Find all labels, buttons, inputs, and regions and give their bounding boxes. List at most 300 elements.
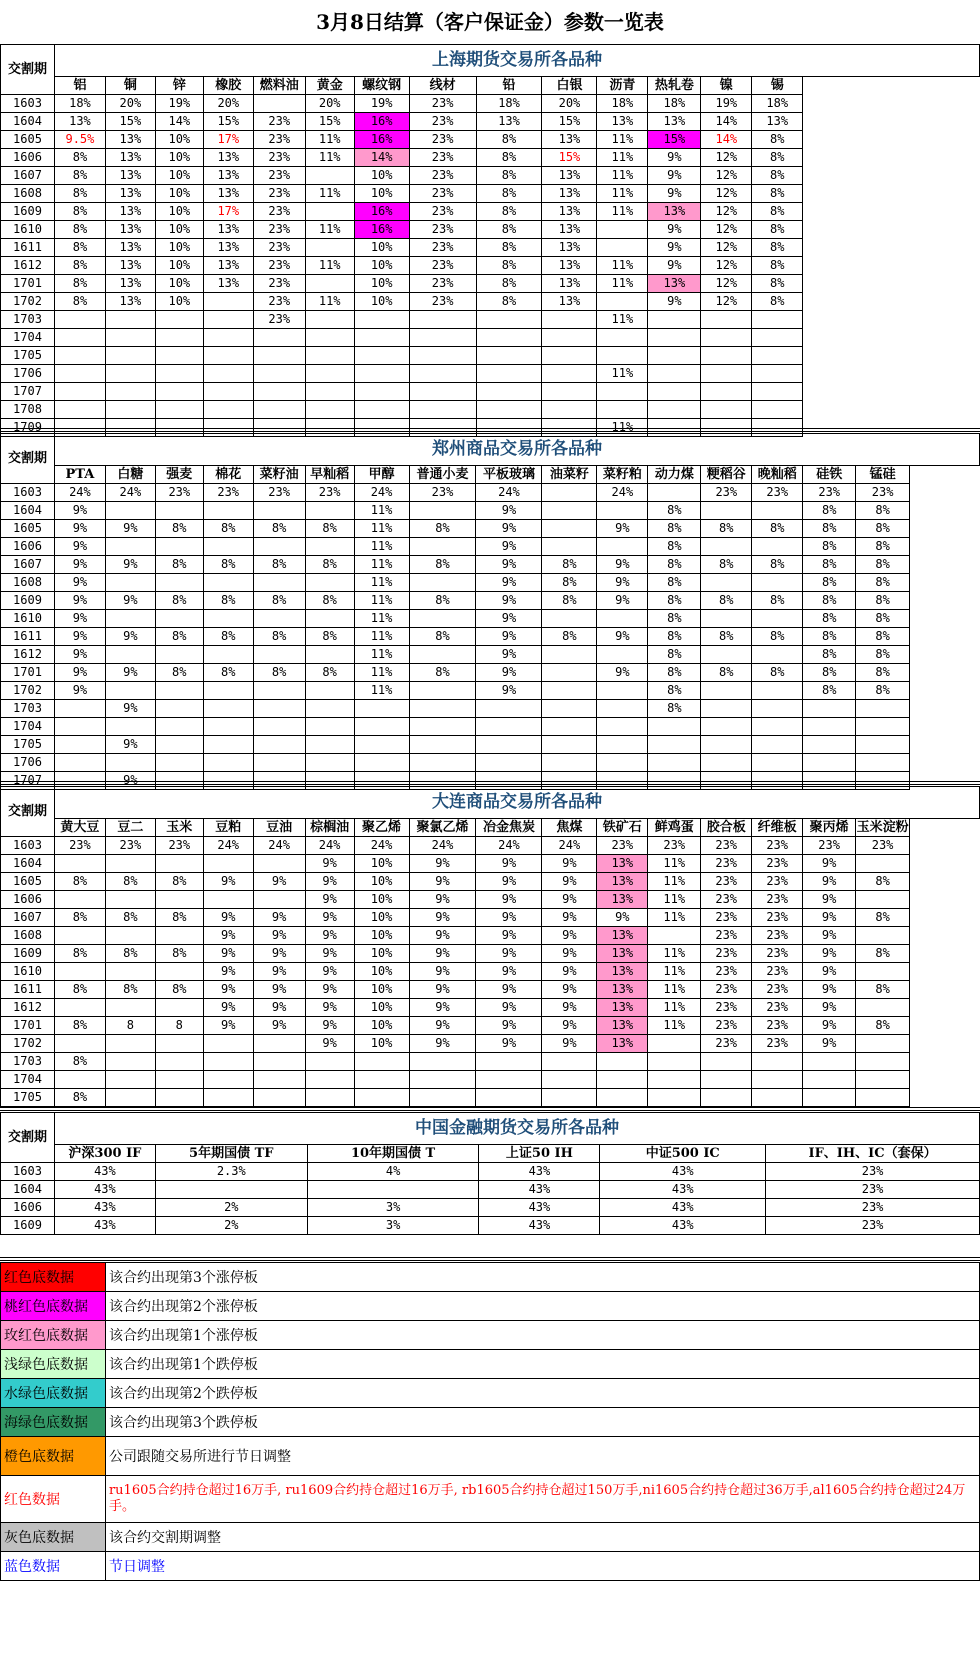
margin-cell: 24%	[203, 837, 253, 855]
margin-cell	[253, 736, 305, 754]
margin-cell: 24%	[476, 837, 542, 855]
margin-cell: 8%	[856, 646, 910, 664]
table-row	[1, 999, 980, 1017]
margin-cell	[648, 1089, 701, 1107]
delivery-period: 1603	[1, 1163, 55, 1181]
margin-cell: 13%	[105, 203, 155, 221]
filler-cell	[910, 1089, 980, 1107]
margin-cell: 23%	[203, 484, 253, 502]
margin-cell: 9%	[253, 873, 305, 891]
margin-cell	[155, 1071, 203, 1089]
product-header: 平板玻璃	[476, 466, 542, 484]
margin-cell: 13%	[542, 239, 597, 257]
margin-cell: 9%	[476, 855, 542, 873]
margin-cell	[597, 239, 648, 257]
margin-cell: 8%	[54, 221, 105, 239]
margin-cell: 11%	[305, 185, 354, 203]
margin-cell	[648, 1053, 701, 1071]
margin-cell: 8%	[648, 538, 701, 556]
product-header: 铜	[105, 77, 155, 95]
legend-row	[1, 1552, 980, 1581]
margin-cell: 8%	[648, 682, 701, 700]
product-header: 鲜鸡蛋	[648, 819, 701, 837]
margin-cell: 9%	[648, 167, 701, 185]
margin-cell: 9.5%	[54, 131, 105, 149]
margin-cell: 15%	[203, 113, 253, 131]
delivery-period: 1702	[1, 682, 55, 700]
legend-label: 红色底数据	[1, 1263, 106, 1292]
delivery-period: 1608	[1, 185, 55, 203]
margin-cell: 9%	[54, 520, 105, 538]
margin-cell: 9%	[476, 945, 542, 963]
margin-cell	[253, 347, 305, 365]
margin-cell	[305, 754, 354, 772]
margin-cell	[203, 610, 253, 628]
margin-cell	[155, 383, 203, 401]
margin-cell	[803, 736, 856, 754]
table-row	[1, 1217, 980, 1235]
margin-cell: 23%	[803, 837, 856, 855]
filler-cell	[803, 185, 980, 203]
margin-cell	[476, 1089, 542, 1107]
product-header: 锡	[752, 77, 803, 95]
margin-cell: 8%	[752, 149, 803, 167]
margin-cell	[409, 574, 476, 592]
margin-cell	[305, 574, 354, 592]
margin-cell: 23%	[752, 1017, 803, 1035]
margin-cell: 9%	[803, 909, 856, 927]
margin-cell: 9%	[105, 628, 155, 646]
margin-cell: 8%	[856, 610, 910, 628]
margin-cell	[253, 1071, 305, 1089]
filler-cell	[910, 945, 980, 963]
margin-cell	[305, 275, 354, 293]
margin-cell	[597, 646, 648, 664]
margin-cell	[701, 365, 752, 383]
legend-row	[1, 1437, 980, 1476]
margin-cell	[409, 329, 476, 347]
product-header-row	[1, 819, 980, 837]
margin-cell: 11%	[305, 131, 354, 149]
margin-cell	[752, 329, 803, 347]
margin-cell	[253, 401, 305, 419]
margin-cell: 9%	[476, 999, 542, 1017]
margin-cell: 9%	[476, 628, 542, 646]
margin-cell: 11%	[305, 257, 354, 275]
margin-cell: 10%	[354, 1035, 409, 1053]
margin-cell: 9%	[409, 909, 476, 927]
margin-cell: 9%	[476, 981, 542, 999]
margin-cell: 8%	[648, 700, 701, 718]
filler-cell	[910, 610, 980, 628]
margin-cell: 13%	[54, 113, 105, 131]
margin-cell: 13%	[597, 981, 648, 999]
margin-cell	[203, 329, 253, 347]
margin-cell: 11%	[354, 646, 409, 664]
margin-cell	[409, 718, 476, 736]
margin-cell: 12%	[701, 167, 752, 185]
table-row	[1, 736, 980, 754]
margin-cell: 11%	[597, 203, 648, 221]
margin-cell: 11%	[597, 365, 648, 383]
margin-cell	[253, 754, 305, 772]
margin-cell: 9%	[597, 909, 648, 927]
margin-cell	[648, 1035, 701, 1053]
margin-cell: 9%	[54, 574, 105, 592]
margin-cell	[105, 502, 155, 520]
margin-cell: 13%	[105, 293, 155, 311]
margin-cell	[354, 1071, 409, 1089]
margin-cell: 8%	[476, 203, 542, 221]
margin-cell: 13%	[203, 239, 253, 257]
margin-cell: 9%	[648, 185, 701, 203]
margin-cell: 23%	[752, 837, 803, 855]
margin-cell: 23%	[648, 837, 701, 855]
section-divider	[0, 428, 980, 432]
table-row	[1, 203, 980, 221]
margin-cell: 8%	[203, 592, 253, 610]
filler-cell	[803, 239, 980, 257]
legend-row	[1, 1476, 980, 1523]
margin-cell	[54, 311, 105, 329]
margin-cell	[203, 646, 253, 664]
margin-cell: 19%	[354, 95, 409, 113]
margin-cell: 23%	[155, 837, 203, 855]
table-row	[1, 538, 980, 556]
margin-cell	[409, 365, 476, 383]
margin-cell: 10%	[155, 131, 203, 149]
margin-cell: 8%	[648, 646, 701, 664]
table-row	[1, 293, 980, 311]
margin-cell: 23%	[701, 484, 752, 502]
margin-cell	[648, 754, 701, 772]
margin-cell: 10%	[354, 909, 409, 927]
table-row	[1, 149, 980, 167]
margin-cell	[701, 1071, 752, 1089]
margin-cell	[253, 95, 305, 113]
margin-cell: 16%	[354, 131, 409, 149]
margin-cell: 13%	[105, 275, 155, 293]
margin-cell	[105, 682, 155, 700]
margin-cell: 24%	[305, 837, 354, 855]
margin-cell: 11%	[597, 167, 648, 185]
margin-cell: 23%	[752, 873, 803, 891]
margin-cell: 16%	[354, 113, 409, 131]
margin-cell: 14%	[701, 131, 752, 149]
margin-cell: 13%	[597, 113, 648, 131]
margin-cell	[305, 203, 354, 221]
margin-cell	[307, 1181, 479, 1199]
margin-cell	[54, 855, 105, 873]
margin-cell: 8%	[648, 610, 701, 628]
filler-cell	[803, 221, 980, 239]
margin-cell	[701, 383, 752, 401]
margin-cell	[476, 754, 542, 772]
margin-cell: 9%	[54, 502, 105, 520]
table-row	[1, 700, 980, 718]
margin-cell	[253, 682, 305, 700]
legend-label: 灰色底数据	[1, 1523, 106, 1552]
margin-cell	[476, 383, 542, 401]
product-header: 白糖	[105, 466, 155, 484]
legend-label: 浅绿色底数据	[1, 1350, 106, 1379]
margin-cell: 23%	[105, 837, 155, 855]
margin-cell	[752, 1089, 803, 1107]
page-title: 3月8日结算（客户保证金）参数一览表	[0, 0, 980, 45]
table-row	[1, 365, 980, 383]
legend-label: 红色数据	[1, 1476, 106, 1523]
margin-cell: 8%	[476, 167, 542, 185]
margin-cell	[701, 610, 752, 628]
margin-cell	[409, 383, 476, 401]
delivery-period: 1607	[1, 167, 55, 185]
margin-cell: 8%	[253, 556, 305, 574]
margin-cell	[203, 736, 253, 754]
margin-cell: 9%	[476, 891, 542, 909]
margin-cell	[253, 700, 305, 718]
table-row	[1, 1199, 980, 1217]
margin-cell: 8%	[752, 185, 803, 203]
table-row	[1, 855, 980, 873]
margin-cell: 11%	[597, 131, 648, 149]
margin-cell: 13%	[542, 221, 597, 239]
margin-cell: 9%	[203, 945, 253, 963]
cffex-margin-table	[0, 1112, 980, 1235]
filler-cell	[803, 383, 980, 401]
margin-cell: 9%	[648, 293, 701, 311]
product-header: 白银	[542, 77, 597, 95]
table-row	[1, 347, 980, 365]
margin-cell	[542, 1053, 597, 1071]
margin-cell: 11%	[354, 682, 409, 700]
margin-cell: 8%	[155, 945, 203, 963]
margin-cell	[542, 700, 597, 718]
margin-cell: 23%	[253, 275, 305, 293]
margin-cell: 9%	[648, 221, 701, 239]
margin-cell	[701, 1053, 752, 1071]
table-row	[1, 945, 980, 963]
margin-cell	[476, 401, 542, 419]
margin-cell	[752, 574, 803, 592]
margin-cell: 9%	[542, 891, 597, 909]
margin-cell	[409, 646, 476, 664]
margin-cell: 15%	[305, 113, 354, 131]
product-header: 棕榈油	[305, 819, 354, 837]
margin-cell: 23%	[752, 1035, 803, 1053]
margin-cell: 10%	[155, 257, 203, 275]
filler-cell	[910, 538, 980, 556]
margin-cell: 18%	[648, 95, 701, 113]
margin-cell: 9%	[54, 646, 105, 664]
margin-cell: 23%	[803, 484, 856, 502]
margin-cell	[542, 718, 597, 736]
margin-cell: 8%	[54, 981, 105, 999]
margin-cell	[701, 502, 752, 520]
margin-cell: 9%	[648, 149, 701, 167]
margin-cell: 9%	[803, 873, 856, 891]
filler-cell	[803, 347, 980, 365]
margin-cell	[597, 347, 648, 365]
filler-cell	[910, 484, 980, 502]
margin-cell: 10%	[354, 855, 409, 873]
margin-cell: 23%	[409, 149, 476, 167]
product-header: 玉米淀粉	[856, 820, 909, 835]
margin-cell	[253, 855, 305, 873]
margin-cell: 23%	[856, 484, 910, 502]
margin-cell: 8%	[752, 520, 803, 538]
margin-cell: 9%	[476, 927, 542, 945]
margin-cell: 9%	[476, 873, 542, 891]
product-header: 黄金	[305, 77, 354, 95]
filler-cell	[910, 981, 980, 999]
margin-cell: 8%	[803, 610, 856, 628]
margin-cell: 8%	[752, 664, 803, 682]
margin-cell	[203, 1035, 253, 1053]
legend-description: 该合约出现第2个跌停板	[105, 1379, 979, 1408]
margin-cell: 13%	[648, 275, 701, 293]
margin-cell: 8%	[701, 520, 752, 538]
margin-cell	[856, 891, 910, 909]
margin-cell: 9%	[476, 963, 542, 981]
table-row	[1, 891, 980, 909]
margin-cell: 23%	[752, 945, 803, 963]
margin-cell	[203, 718, 253, 736]
margin-cell	[648, 1071, 701, 1089]
exchange-name: 大连商品交易所各品种	[54, 787, 979, 819]
margin-cell: 8%	[648, 556, 701, 574]
product-header: 锰硅	[856, 466, 910, 484]
table-row	[1, 646, 980, 664]
margin-cell: 8%	[803, 574, 856, 592]
margin-cell: 43%	[479, 1181, 600, 1199]
table-row	[1, 484, 980, 502]
margin-cell	[155, 1181, 307, 1199]
margin-cell: 10%	[354, 891, 409, 909]
legend-label: 玫红色底数据	[1, 1321, 106, 1350]
margin-cell: 10%	[354, 185, 409, 203]
margin-cell: 9%	[253, 963, 305, 981]
delivery-period: 1607	[1, 556, 55, 574]
margin-cell: 13%	[542, 167, 597, 185]
margin-cell	[856, 927, 910, 945]
margin-cell: 24%	[54, 484, 105, 502]
margin-cell: 9%	[105, 736, 155, 754]
product-header: 铝	[54, 77, 105, 95]
legend-description: 该合约出现第3个涨停板	[105, 1263, 979, 1292]
table-row	[1, 873, 980, 891]
margin-cell	[155, 574, 203, 592]
delivery-period: 1604	[1, 1181, 55, 1199]
margin-cell: 13%	[203, 257, 253, 275]
product-header: 棉花	[203, 466, 253, 484]
margin-cell: 9%	[803, 927, 856, 945]
margin-cell	[476, 1053, 542, 1071]
delivery-period: 1707	[1, 383, 55, 401]
margin-cell: 9%	[542, 963, 597, 981]
margin-cell: 8%	[648, 574, 701, 592]
delivery-period: 1707	[1, 772, 55, 790]
margin-cell: 8%	[752, 556, 803, 574]
margin-cell	[203, 347, 253, 365]
table-row	[1, 221, 980, 239]
margin-cell: 8	[105, 1017, 155, 1035]
margin-cell: 11%	[305, 293, 354, 311]
filler-cell	[803, 167, 980, 185]
margin-cell: 8%	[803, 628, 856, 646]
margin-cell: 23%	[409, 239, 476, 257]
exchange-header-row	[1, 1113, 980, 1145]
margin-cell: 23%	[701, 855, 752, 873]
margin-cell: 9%	[409, 873, 476, 891]
margin-cell: 8%	[476, 275, 542, 293]
margin-cell: 9%	[54, 664, 105, 682]
delivery-period: 1603	[1, 95, 55, 113]
margin-cell: 8	[155, 1017, 203, 1035]
delivery-period: 1706	[1, 365, 55, 383]
margin-cell	[542, 646, 597, 664]
margin-cell: 23%	[752, 981, 803, 999]
margin-cell	[752, 754, 803, 772]
delivery-period: 1607	[1, 909, 55, 927]
filler-cell	[910, 556, 980, 574]
margin-cell: 14%	[701, 113, 752, 131]
margin-cell	[105, 347, 155, 365]
margin-cell: 11%	[648, 981, 701, 999]
filler-cell	[803, 311, 980, 329]
margin-cell	[54, 365, 105, 383]
margin-cell: 13%	[105, 239, 155, 257]
table-row	[1, 502, 980, 520]
margin-cell: 23%	[253, 484, 305, 502]
margin-cell: 9%	[305, 891, 354, 909]
product-header: 豆油	[253, 819, 305, 837]
table-row	[1, 401, 980, 419]
margin-cell	[597, 502, 648, 520]
margin-cell	[409, 401, 476, 419]
delivery-period: 1704	[1, 1071, 55, 1089]
margin-cell: 8%	[648, 520, 701, 538]
delivery-period: 1705	[1, 347, 55, 365]
legend-row	[1, 1379, 980, 1408]
margin-cell: 9%	[597, 592, 648, 610]
margin-cell: 9%	[305, 945, 354, 963]
filler-cell	[803, 203, 980, 221]
margin-cell: 13%	[203, 185, 253, 203]
margin-cell: 13%	[203, 167, 253, 185]
margin-cell	[701, 700, 752, 718]
margin-cell	[305, 610, 354, 628]
margin-cell: 8%	[701, 664, 752, 682]
product-header: 上证50 IH	[479, 1145, 600, 1163]
margin-cell	[354, 736, 409, 754]
exchange-name: 郑州商品交易所各品种	[54, 434, 979, 466]
margin-cell: 8%	[542, 556, 597, 574]
product-header: PTA	[54, 466, 105, 484]
margin-cell	[155, 682, 203, 700]
exchange-name: 中国金融期货交易所各品种	[54, 1113, 979, 1145]
product-header: 动力煤	[648, 466, 701, 484]
margin-cell: 23%	[752, 855, 803, 873]
margin-cell: 13%	[476, 113, 542, 131]
margin-cell: 12%	[701, 203, 752, 221]
margin-cell: 8%	[542, 628, 597, 646]
margin-cell: 8%	[856, 873, 910, 891]
filler-cell	[910, 1035, 980, 1053]
margin-cell	[105, 329, 155, 347]
margin-cell: 9%	[203, 1017, 253, 1035]
margin-cell	[253, 1035, 305, 1053]
margin-cell	[203, 383, 253, 401]
